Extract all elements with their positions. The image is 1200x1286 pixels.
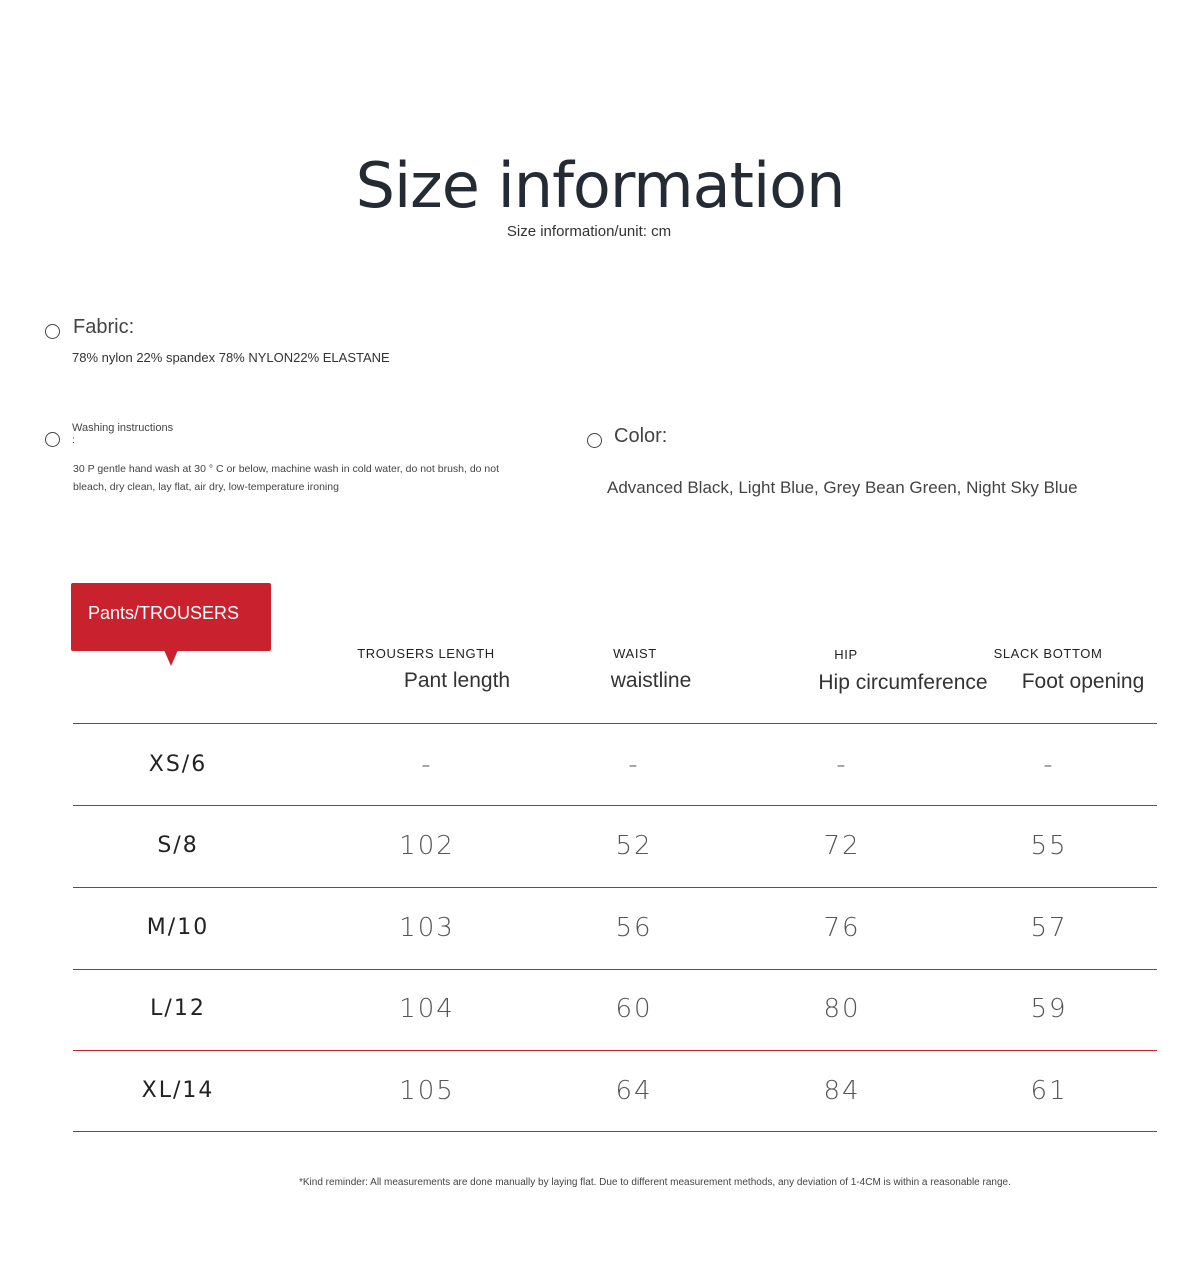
cell-hip: - [836,750,848,780]
column-header-hip: Hip circumference [818,671,988,694]
cell-waist: 52 [615,831,653,861]
cell-length: 103 [399,913,455,943]
cell-bottom: - [1043,750,1055,780]
column-header-en-length: TROUSERS LENGTH [357,646,495,661]
measurement-reminder: *Kind reminder: All measurements are done manually by laying flat. Due to different measurement methods, any deviation of 1-4CM is within a reasonable range. [299,1177,1011,1188]
table-row [73,969,1157,1049]
table-divider [73,1131,1157,1132]
washing-subheading: : [72,435,75,446]
color-heading: Color: [614,425,668,447]
cell-length: - [421,750,433,780]
circle-bullet-icon [45,324,60,339]
size-label: M/10 [146,915,210,940]
cell-waist: 60 [615,994,653,1024]
size-label: XS/6 [148,752,208,777]
table-divider [73,723,1157,724]
cell-bottom: 59 [1030,994,1068,1024]
column-header-waist: waistline [610,669,692,692]
column-header-bottom: Foot opening [1021,670,1145,693]
table-row [73,1051,1157,1131]
cell-bottom: 55 [1030,831,1068,861]
fabric-text: 78% nylon 22% spandex 78% NYLON22% ELASTANE [72,350,390,365]
cell-hip: 76 [823,913,861,943]
page-subtitle: Size information/unit: cm [506,223,672,240]
cell-hip: 84 [823,1076,861,1106]
page-title: Size information [355,149,845,222]
column-header-en-bottom: SLACK BOTTOM [993,646,1103,661]
fabric-heading: Fabric: [73,316,135,338]
table-row [73,888,1157,968]
size-label: L/12 [150,996,206,1021]
column-header-en-hip: HIP [834,647,858,662]
cell-length: 104 [399,994,455,1024]
cell-bottom: 57 [1030,913,1068,943]
category-badge [71,583,271,651]
size-label: S/8 [157,833,199,858]
color-text: Advanced Black, Light Blue, Grey Bean Green, Night Sky Blue [607,478,1078,497]
washing-text: 30 P gentle hand wash at 30 ° C or below, machine wash in cold water, do not brush, do not bleach, dry clean, lay flat, air dry, low-temperature ironing [73,463,500,493]
column-header-en-waist: WAIST [613,646,657,661]
cell-length: 105 [399,1076,455,1106]
table-row [73,806,1157,886]
cell-length: 102 [399,831,455,861]
circle-bullet-icon [587,433,602,448]
circle-bullet-icon [45,432,60,447]
table-row [73,725,1157,805]
cell-waist: - [628,750,640,780]
category-badge-label: Pants/TROUSERS [88,603,240,623]
cell-waist: 64 [615,1076,653,1106]
badge-pointer-icon [164,650,178,666]
cell-hip: 72 [823,831,861,861]
washing-heading: Washing instructions [72,422,174,434]
cell-waist: 56 [615,913,653,943]
column-header-length: Pant length [403,669,511,692]
size-label: XL/14 [141,1078,215,1103]
cell-hip: 80 [823,994,861,1024]
cell-bottom: 61 [1030,1076,1068,1106]
